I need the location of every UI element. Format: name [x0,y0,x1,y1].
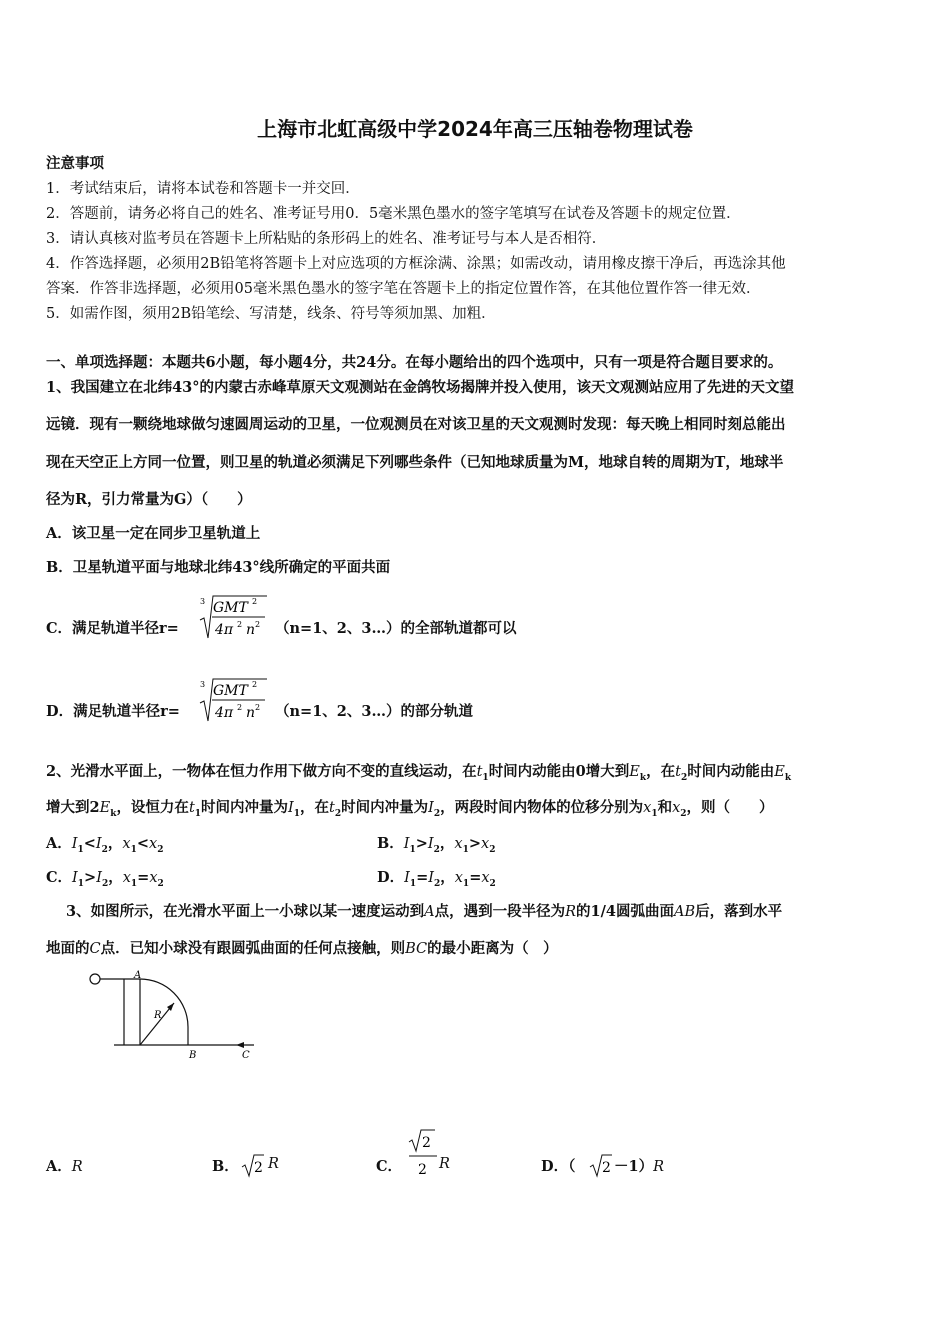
q1-option-d-tail: （n=1、2、3…）的部分轨道 [275,703,473,720]
q3-option-d: D．（ [541,1158,576,1175]
q1-stem-line: 径为R，引力常量为G）（ ） [46,491,252,508]
q3-option-c-tail: R [439,1156,450,1172]
q3-figure [84,968,264,1063]
q3-option-c-fraction [405,1128,441,1182]
notice-heading: 注意事项 [46,155,104,172]
notice-item: 4．作答选择题，必须用2B铅笔将答题卡上对应选项的方框涂满、涂黑；如需改动，请用橡皮擦干净后，再选涂其他 [46,256,786,272]
q2-option-a: A．$I_1<I_2$，$x_1<x_2$ [46,835,164,855]
q1-stem-line: 远镜．现有一颗绕地球做匀速圆周运动的卫星，一位观测员在对该卫星的天文观测时发现：每天晚上相同时刻总能出 [46,416,786,433]
svg-text:R: R [154,1010,162,1021]
q1-formula-c [197,592,269,644]
q3-option-d-tail: －1）R [614,1158,665,1175]
section-heading: 一、单项选择题：本题共6小题，每小题4分，共24分。在每小题给出的四个选项中，只有一项是符合题目要求的。 [46,354,783,371]
svg-text:4π: 4π [215,622,234,638]
notice-item: 5．如需作图，须用2B铅笔绘、写清楚，线条、符号等须加黑、加粗． [46,306,496,322]
q1-option-a: A．该卫星一定在同步卫星轨道上 [46,525,261,542]
svg-text:B: B [189,1050,197,1061]
svg-text:2: 2 [252,597,258,606]
q2-option-c: C．$I_1>I_2$，$x_1=x_2$ [46,869,164,889]
q1-stem-line: 1、我国建立在北纬43°的内蒙古赤峰草原天文观测站在金鸽牧场揭牌并投入使用，该天文观测站应用了先进的天文望 [46,379,795,396]
q1-option-d: D．满足轨道半径r= [46,703,180,720]
svg-text:3: 3 [200,597,206,606]
notice-item: 答案．作答非选择题，必须用05毫米黑色墨水的签字笔在答题卡上的指定位置作答，在其他位置作答一律无效． [46,281,761,297]
q1-option-c-tail: （n=1、2、3…）的全部轨道都可以 [275,620,517,637]
q1-stem-line: 现在天空正上方同一位置，则卫星的轨道必须满足下列哪些条件（已知地球质量为M，地球自转的周期为T，地球半 [46,454,784,471]
svg-text:GMT: GMT [213,600,248,616]
svg-text:C: C [242,1050,250,1061]
svg-text:n: n [246,622,256,638]
svg-text:2: 2 [237,620,243,629]
q2-stem-line: 增大到$2E_k$，设恒力在$t_1$时间内冲量为$I_1$，在$t_2$时间内冲量为$I_2$，两段时间内物体的位移分别为$x_1$和$x_2$，则（ ） [46,799,774,819]
q3-option-a: A．R [46,1158,83,1175]
q3-stem-line: 地面的C点．已知小球没有跟圆弧曲面的任何点接触，则BC的最小距离为（ ） [46,940,558,957]
q3-stem-line: 3、如图所示，在光滑水平面上一小球以某一速度运动到A点，遇到一段半径为R的1/4圆弧曲面AB后，落到水平 [66,903,783,920]
q3-option-b-tail: R [268,1156,279,1172]
svg-text:2: 2 [602,1160,611,1176]
svg-text:A: A [134,970,142,981]
svg-text:2: 2 [255,620,261,629]
q1-option-c: C．满足轨道半径r= [46,620,179,637]
svg-text:2: 2 [237,703,243,712]
q2-option-b: B．$I_1>I_2$，$x_1>x_2$ [377,835,496,855]
q2-option-d: D．$I_1=I_2$，$x_1=x_2$ [377,869,496,889]
svg-text:2: 2 [418,1162,427,1178]
svg-text:2: 2 [255,703,261,712]
q3-option-b-sqrt [240,1150,266,1180]
svg-text:GMT: GMT [213,683,248,699]
q1-formula-d [197,675,269,727]
notice-item: 3．请认真核对监考员在答题卡上所粘贴的条形码上的姓名、准考证号与本人是否相符． [46,231,607,247]
svg-text:4π: 4π [215,705,234,721]
svg-text:n: n [246,705,256,721]
q2-stem-line: 2、光滑水平面上，一物体在恒力作用下做方向不变的直线运动，在$t_1$时间内动能由0增大到$E_k$，在$t_2$时间内动能由$E_k$ [46,763,792,783]
svg-text:2: 2 [252,680,258,689]
svg-text:3: 3 [200,680,206,689]
q3-option-b: B． [212,1158,239,1175]
notice-item: 2．答题前，请务必将自己的姓名、准考证号用0．5毫米黑色墨水的签字笔填写在试卷及答题卡的规定位置． [46,206,741,222]
ball-icon [90,974,100,984]
page-title: 上海市北虹高级中学2024年高三压轴卷物理试卷 [257,117,693,141]
q1-option-b: B．卫星轨道平面与地球北纬43°线所确定的平面共面 [46,559,391,576]
q3-option-d-sqrt [588,1150,614,1180]
svg-text:2: 2 [422,1135,431,1151]
notice-item: 1．考试结束后，请将本试卷和答题卡一并交回． [46,181,360,197]
q3-option-c: C． [376,1158,403,1175]
svg-text:2: 2 [254,1160,263,1176]
